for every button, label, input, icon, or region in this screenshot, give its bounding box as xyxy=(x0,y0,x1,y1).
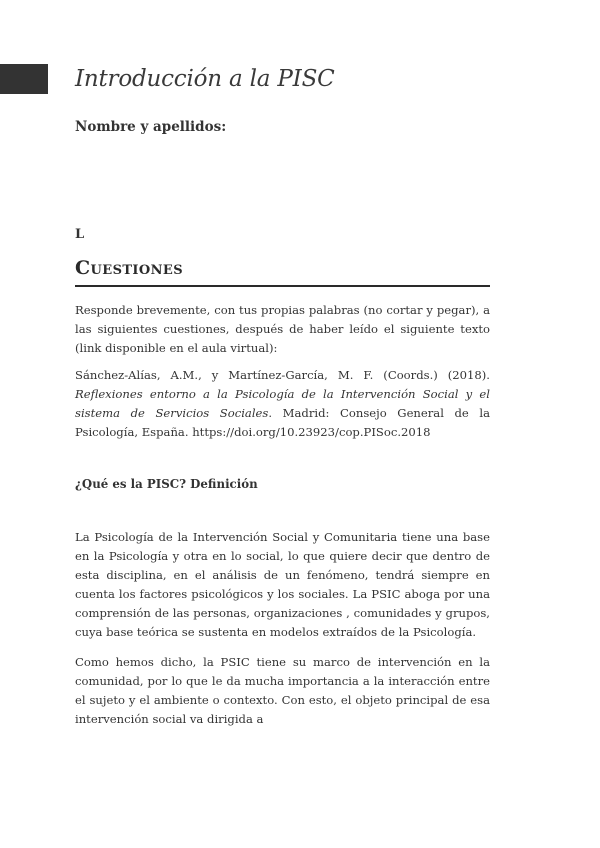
section-letter: L xyxy=(75,227,85,242)
body-paragraph-1: La Psicología de la Intervención Social y Comunitaria tiene una base en la Psicología y otra en lo social, lo que quiere decir que dentro de esta disciplina, en el análisis de un fenómeno, tendrá siempre en cuenta los factores psicológicos y los sociales. La PSIC aboga por una comprensión de las personas, organizaciones , comunidades y grupos, cuya base teórica se sustenta en modelos extraídos de la Psicología. xyxy=(75,530,490,639)
instructions-paragraph: Responde brevemente, con tus propias palabras (no cortar y pegar), a las siguientes cuestiones, después de haber leído el siguiente texto (link disponible en el aula virtual): xyxy=(75,303,490,355)
body-paragraph-2: Como hemos dicho, la PSIC tiene su marco de intervención en la comunidad, por lo que le da mucha importancia a la interacción entre el sujeto y el ambiente o contexto. Con esto, el objeto principal de esa intervención social va dirigida a xyxy=(75,655,490,726)
name-field-label: Nombre y apellidos: xyxy=(75,119,227,135)
reference-publisher: . Madrid: Consejo General de la Psicología, España. https://doi.org/10.23923/cop.PISoc.2018 xyxy=(75,406,490,439)
section-heading: Cuestiones xyxy=(75,257,490,287)
side-tab-marker xyxy=(0,64,48,94)
reference-citation xyxy=(75,366,490,442)
question-heading: ¿Qué es la PISC? Definición xyxy=(75,477,258,491)
reference-authors: Sánchez-Alías, A.M., y Martínez-García, M. F. (Coords.) (2018). xyxy=(75,368,490,382)
reference-title: Reflexiones entorno a la Psicología de la Intervención Social y el sistema de Servicios Sociales xyxy=(75,387,490,420)
document-title: Introducción a la PISC xyxy=(75,66,335,92)
